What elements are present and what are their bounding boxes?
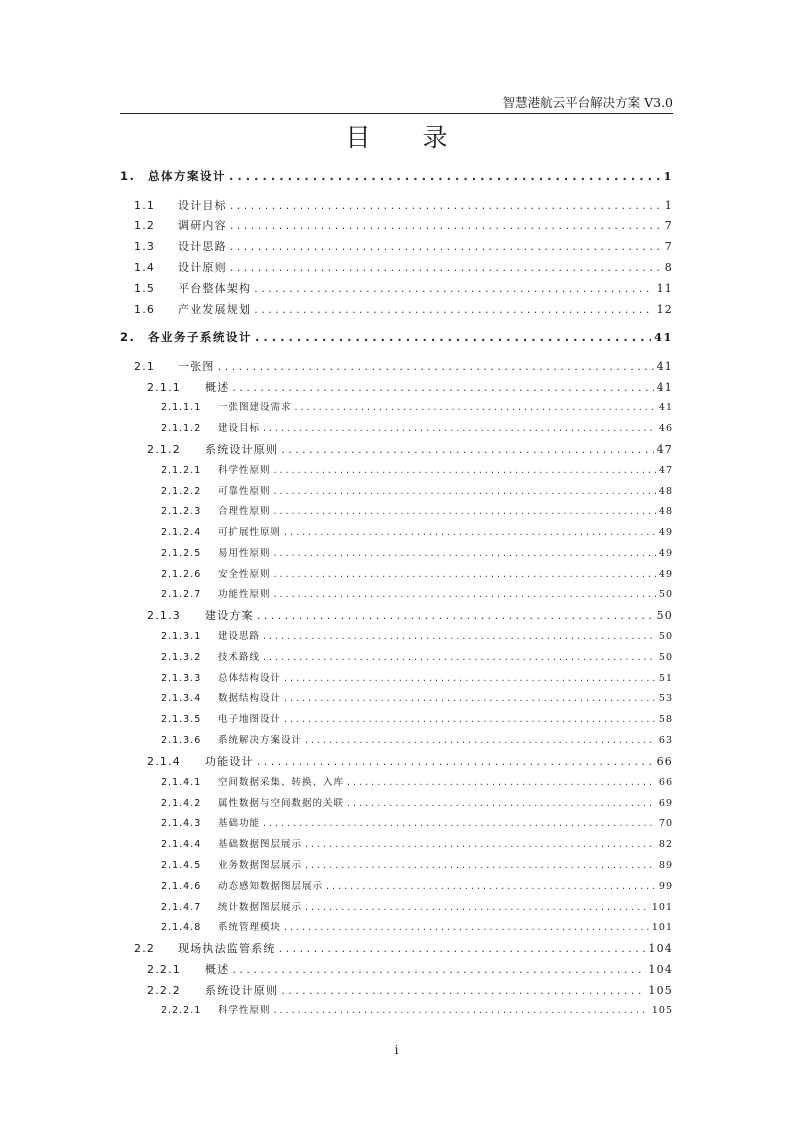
toc-entry-page: 11	[656, 282, 673, 295]
toc-dot-leader	[232, 381, 653, 394]
toc-entry-title: 总体结构设计	[218, 673, 282, 684]
toc-entry-page: 49	[658, 527, 673, 538]
toc-entry-page: 7	[664, 240, 673, 253]
toc-entry-title: 可靠性原则	[218, 486, 271, 497]
toc-dot-leader	[263, 818, 656, 829]
toc-dot-leader	[230, 199, 662, 212]
toc-dot-leader	[284, 693, 656, 704]
toc-entry-title: 概述	[205, 963, 230, 976]
toc-entry-title: 基础数据图层展示	[218, 839, 303, 850]
toc-entry-title: 统计数据图层展示	[218, 902, 303, 913]
header-text: 智慧港航云平台解决方案 V3.0	[502, 95, 673, 110]
toc-dot-leader	[274, 506, 656, 517]
toc-dot-leader	[255, 330, 651, 344]
toc-entry-title: 现场执法监管系统	[178, 942, 276, 955]
toc-dot-leader	[284, 673, 656, 684]
toc-entry-page: 105	[651, 1005, 673, 1016]
toc-entry-number: 2.1.4.3	[161, 818, 202, 829]
toc-entry[interactable]	[161, 774, 673, 788]
toc-entry-number: 2.2.1	[147, 963, 181, 976]
toc-dot-leader	[263, 423, 656, 434]
toc-entry-page: 1	[663, 169, 673, 183]
toc-entry[interactable]	[161, 1002, 673, 1016]
toc-entry[interactable]	[161, 503, 673, 517]
toc-entry-page: 41	[658, 402, 673, 413]
toc-entry-page: 53	[658, 693, 673, 704]
toc-dot-leader	[232, 963, 645, 976]
toc-dot-leader	[281, 443, 653, 456]
toc-entry-number: 2.1.2	[147, 443, 181, 456]
footer-page-number: i	[394, 1043, 399, 1057]
toc-entry[interactable]	[161, 586, 673, 600]
toc-dot-leader	[263, 652, 656, 663]
toc-entry-number: 1.	[120, 169, 136, 183]
toc-entry-number: 1.5	[134, 282, 156, 295]
toc-entry-number: 2.1.3.2	[161, 652, 202, 663]
toc-entry-number: 2.1.2.1	[161, 465, 202, 476]
toc-entry-page: 48	[658, 486, 673, 497]
toc-entry[interactable]	[161, 524, 673, 538]
toc-entry-title: 空间数据采集、转换、入库	[218, 777, 345, 788]
toc-entry[interactable]	[161, 670, 673, 684]
toc-entry-title: 合理性原则	[218, 506, 271, 517]
page-title: 目 录	[345, 123, 470, 152]
toc-entry-page: 70	[658, 818, 673, 829]
toc-entry[interactable]	[120, 168, 673, 184]
toc-entry-number: 2.1.3	[147, 609, 181, 622]
toc-entry-title: 系统设计原则	[205, 443, 279, 456]
toc-entry-title: 数据结构设计	[218, 693, 282, 704]
toc-entry-title: 一张图	[178, 360, 215, 373]
toc-dot-leader	[326, 881, 656, 892]
toc-entry-title: 一张图建设需求	[218, 402, 292, 413]
toc-entry-number: 2.1.4.2	[161, 798, 202, 809]
toc-entry-title: 平台整体架构	[178, 282, 252, 295]
toc-entry-title: 科学性原则	[218, 465, 271, 476]
toc-entry-page: 49	[658, 569, 673, 580]
toc-entry[interactable]	[161, 690, 673, 704]
toc-dot-leader	[274, 548, 656, 559]
toc-entry-number: 2.1.4.7	[161, 902, 202, 913]
toc-entry-page: 101	[651, 922, 673, 933]
toc-entry-page: 50	[656, 609, 673, 622]
toc-entry-number: 2.1.4.6	[161, 881, 202, 892]
toc-entry[interactable]	[161, 836, 673, 850]
toc-entry-number: 2.1.2.3	[161, 506, 202, 517]
toc-entry-number: 2.1	[134, 360, 156, 373]
toc-entry-number: 2.1.4.8	[161, 922, 202, 933]
toc-entry-page: 1	[664, 199, 673, 212]
toc-dot-leader	[305, 839, 656, 850]
toc-entry-page: 99	[658, 881, 673, 892]
toc-entry-title: 动态感知数据图层展示	[218, 881, 324, 892]
toc-entry-page: 58	[658, 714, 673, 725]
toc-entry-title: 设计原则	[178, 261, 227, 274]
toc-entry-number: 2.1.4.4	[161, 839, 202, 850]
toc-dot-leader	[284, 714, 656, 725]
toc-entry-title: 技术路线	[218, 652, 261, 663]
toc-entry[interactable]	[147, 441, 673, 457]
running-header	[120, 94, 673, 114]
toc-entry-number: 2.1.2.2	[161, 486, 202, 497]
toc-entry[interactable]	[134, 301, 673, 317]
toc-entry[interactable]	[161, 483, 673, 497]
toc-entry-title: 易用性原则	[218, 548, 271, 559]
toc-entry-number: 1.3	[134, 240, 156, 253]
toc-entry-page: 50	[658, 589, 673, 600]
toc-entry-page: 63	[658, 735, 673, 746]
toc-entry[interactable]	[161, 566, 673, 580]
toc-entry-title: 科学性原则	[218, 1005, 271, 1016]
toc-entry[interactable]	[161, 420, 673, 434]
toc-entry-page: 47	[658, 465, 673, 476]
toc-dot-leader	[284, 527, 656, 538]
toc-entry-number: 2.1.4.5	[161, 860, 202, 871]
toc-entry[interactable]	[161, 795, 673, 809]
toc-entry-title: 功能性原则	[218, 589, 271, 600]
toc-entry-page: 89	[658, 860, 673, 871]
toc-entry-number: 2.1.4.1	[161, 777, 202, 788]
toc-entry-title: 系统管理模块	[218, 922, 282, 933]
toc-dot-leader	[257, 755, 654, 768]
toc-dot-leader	[257, 609, 654, 622]
toc-entry-title: 安全性原则	[218, 569, 271, 580]
toc-entry-title: 概述	[205, 381, 230, 394]
toc-entry-page: 69	[658, 798, 673, 809]
toc-entry[interactable]	[134, 217, 673, 233]
toc-entry-page: 41	[653, 330, 673, 344]
toc-entry-page: 46	[658, 423, 673, 434]
toc-entry[interactable]	[120, 329, 673, 345]
toc-entry-number: 1.2	[134, 219, 156, 232]
toc-entry-title: 基础功能	[218, 818, 261, 829]
toc-entry[interactable]	[134, 940, 673, 956]
toc-entry-page: 50	[658, 631, 673, 642]
toc-entry-number: 2.1.1.2	[161, 423, 202, 434]
toc-dot-leader	[230, 219, 662, 232]
toc-entry-number: 2.1.3.1	[161, 631, 202, 642]
toc-entry[interactable]	[161, 711, 673, 725]
toc-entry-page: 66	[658, 777, 673, 788]
toc-dot-leader	[347, 777, 656, 788]
toc-dot-leader	[347, 798, 656, 809]
toc-entry-page: 50	[658, 652, 673, 663]
toc-entry[interactable]	[134, 358, 673, 374]
toc-entry-page: 104	[648, 963, 673, 976]
toc-entry-page: 104	[648, 942, 673, 955]
toc-dot-leader	[254, 303, 653, 316]
toc-dot-leader	[229, 169, 660, 183]
toc-entry-number: 1.4	[134, 261, 156, 274]
toc-entry-title: 系统设计原则	[205, 984, 279, 997]
toc-entry[interactable]	[161, 628, 673, 642]
toc-entry-title: 调研内容	[178, 219, 227, 232]
toc-dot-leader	[305, 860, 656, 871]
toc-entry-number: 2.1.2.5	[161, 548, 202, 559]
toc-entry-page: 8	[664, 261, 673, 274]
toc-entry-page: 48	[658, 506, 673, 517]
toc-entry[interactable]	[161, 857, 673, 871]
toc-entry-page: 41	[656, 360, 673, 373]
toc-entry[interactable]	[161, 399, 673, 413]
toc-dot-leader	[254, 282, 653, 295]
toc-entry[interactable]	[147, 379, 673, 395]
toc-entry-page: 66	[656, 755, 673, 768]
toc-entry-number: 2.1.1.1	[161, 402, 202, 413]
toc-entry-title: 属性数据与空间数据的关联	[218, 798, 345, 809]
toc-dot-leader	[274, 486, 656, 497]
toc-dot-leader	[295, 402, 656, 413]
toc-entry-title: 建设方案	[205, 609, 254, 622]
toc-entry-title: 产业发展规划	[178, 303, 252, 316]
toc-dot-leader	[274, 589, 656, 600]
toc-entry-number: 2.1.1	[147, 381, 181, 394]
toc-entry-title: 可扩展性原则	[218, 527, 282, 538]
toc-entry-title: 系统解决方案设计	[218, 735, 303, 746]
toc-entry[interactable]	[147, 982, 673, 998]
page-footer	[0, 1043, 793, 1057]
toc-entry[interactable]	[134, 238, 673, 254]
toc-entry-number: 2.2.2.1	[161, 1005, 202, 1016]
toc-entry-number: 2.2	[134, 942, 156, 955]
toc-entry[interactable]	[134, 280, 673, 296]
toc-dot-leader	[279, 942, 646, 955]
toc-entry-page: 82	[658, 839, 673, 850]
toc-entry[interactable]	[147, 753, 673, 769]
toc-entry-page: 105	[648, 984, 673, 997]
toc-entry[interactable]	[161, 899, 673, 913]
toc-entry-title: 功能设计	[205, 755, 254, 768]
toc-entry-number: 2.1.3.6	[161, 735, 202, 746]
toc-entry-page: 101	[651, 902, 673, 913]
toc-entry[interactable]	[161, 462, 673, 476]
toc-entry[interactable]	[161, 649, 673, 663]
toc-entry-number: 2.1.2.6	[161, 569, 202, 580]
toc-entry-number: 2.1.3.4	[161, 693, 202, 704]
toc-entry[interactable]	[147, 961, 673, 977]
toc-entry-number: 2.	[120, 330, 136, 344]
toc-entry-number: 1.1	[134, 199, 156, 212]
toc-entry-number: 2.2.2	[147, 984, 181, 997]
toc-dot-leader	[230, 261, 662, 274]
toc-entry[interactable]	[161, 815, 673, 829]
toc-dot-leader	[274, 1005, 649, 1016]
toc-entry-page: 51	[658, 673, 673, 684]
toc-entry[interactable]	[161, 919, 673, 933]
toc-dot-leader	[281, 984, 645, 997]
toc-entry-title: 建设思路	[218, 631, 261, 642]
toc-dot-leader	[305, 902, 649, 913]
toc-entry-page: 47	[656, 443, 673, 456]
toc-dot-leader	[274, 569, 656, 580]
toc-entry-number: 1.6	[134, 303, 156, 316]
toc-entry-page: 49	[658, 548, 673, 559]
toc-dot-leader	[305, 735, 656, 746]
toc-entry[interactable]	[161, 878, 673, 892]
toc-entry-number: 2.1.4	[147, 755, 181, 768]
toc-entry-title: 设计目标	[178, 199, 227, 212]
toc-entry-number: 2.1.2.7	[161, 589, 202, 600]
toc-entry-number: 2.1.2.4	[161, 527, 202, 538]
toc-entry[interactable]	[147, 607, 673, 623]
toc-dot-leader	[284, 922, 649, 933]
toc-entry-title: 建设目标	[218, 423, 261, 434]
toc-entry-number: 2.1.3.3	[161, 673, 202, 684]
toc-dot-leader	[230, 240, 662, 253]
toc-entry-number: 2.1.3.5	[161, 714, 202, 725]
toc-dot-leader	[218, 360, 654, 373]
toc-entry-title: 电子地图设计	[218, 714, 282, 725]
toc-entry-title: 业务数据图层展示	[218, 860, 303, 871]
toc-dot-leader	[263, 631, 656, 642]
toc-dot-leader	[274, 465, 656, 476]
toc-entry-page: 12	[656, 303, 673, 316]
toc-entry[interactable]	[134, 197, 673, 213]
toc-entry[interactable]	[161, 545, 673, 559]
toc-entry-title: 总体方案设计	[148, 169, 226, 183]
toc-entry-title: 各业务子系统设计	[148, 330, 252, 344]
toc-entry-title: 设计思路	[178, 240, 227, 253]
toc-entry[interactable]	[134, 259, 673, 275]
toc-entry-page: 7	[664, 219, 673, 232]
toc-entry-page: 41	[656, 381, 673, 394]
toc-entry[interactable]	[161, 732, 673, 746]
